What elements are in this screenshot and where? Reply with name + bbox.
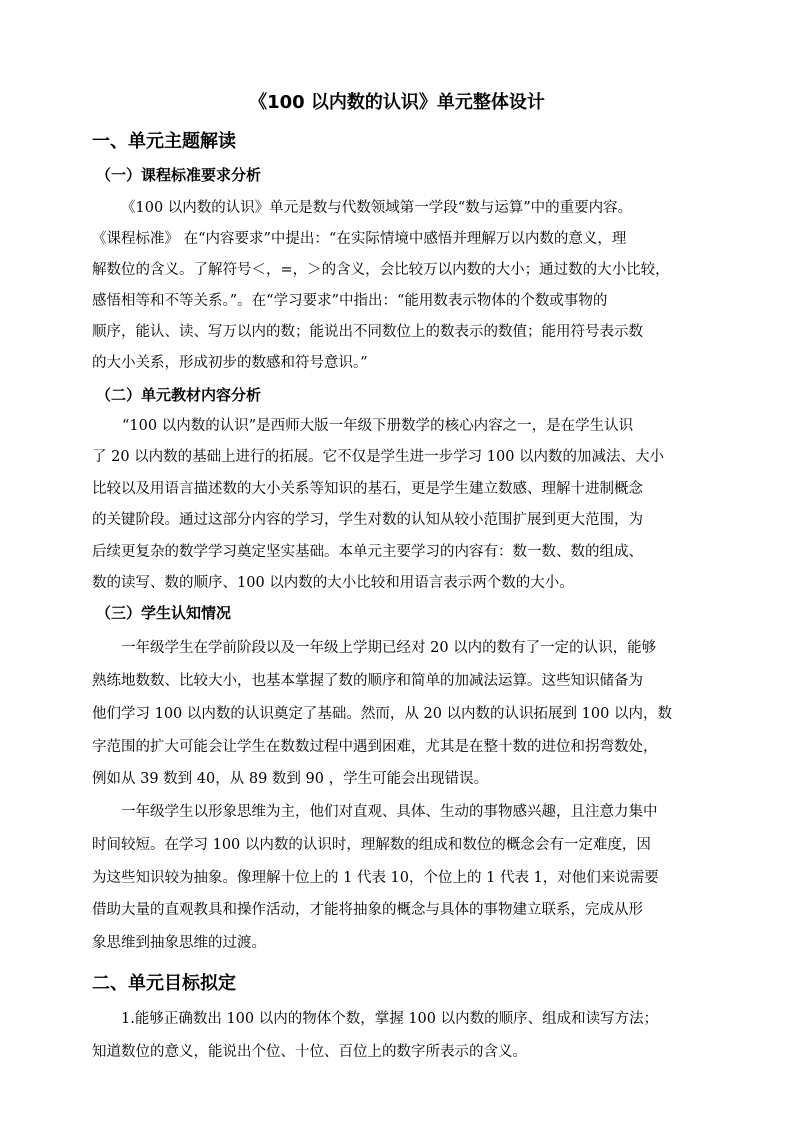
section-heading: 一、单元主题解读 xyxy=(92,131,236,152)
paragraph-line: 的大小关系，形成初步的数感和符号意识。” xyxy=(92,355,368,371)
paragraph-line: 一年级学生以形象思维为主，他们对直观、具体、生动的事物感兴趣，且注意力集中 xyxy=(121,804,658,820)
document-title: 《100 以内数的认识》单元整体设计 xyxy=(249,92,545,113)
paragraph-line: 时间较短。在学习 100 以内数的认识时，理解数的组成和数位的概念会有一定难度，因 xyxy=(92,837,651,853)
subsection-heading: （一）课程标准要求分析 xyxy=(96,166,262,184)
subsection-heading: （二）单元教材内容分析 xyxy=(96,386,262,404)
paragraph-line: 《课程标准》 在“内容要求”中提出：“在实际情境中感悟并理解万以内数的意义，理 xyxy=(92,231,627,247)
paragraph-line: 的关键阶段。通过这部分内容的学习，学生对数的认知从较小范围扩展到更大范围，为 xyxy=(92,512,643,528)
paragraph-line: 了 20 以内数的基础上进行的拓展。它不仅是学生进一步学习 100 以内数的加减法、大小 xyxy=(92,449,665,465)
paragraph-line: 感悟相等和不等关系。”。在“学习要求”中指出：“能用数表示物体的个数或事物的 xyxy=(92,293,608,309)
paragraph-line: 数的读写、数的顺序、100 以内数的大小比较和用语言表示两个数的大小。 xyxy=(92,575,574,591)
paragraph-line: 一年级学生在学前阶段以及一年级上学期已经对 20 以内的数有了一定的认识，能够 xyxy=(121,640,657,656)
paragraph-line: 后续更复杂的数学学习奠定坚实基础。本单元主要学习的内容有：数一数、数的组成、 xyxy=(92,544,643,560)
paragraph-line: 解数位的含义。了解符号＜，=，＞的含义，会比较万以内数的大小；通过数的大小比较， xyxy=(92,262,670,278)
paragraph-line: 字范围的扩大可能会让学生在数数过程中遇到困难，尤其是在整十数的进位和拐弯数处， xyxy=(92,739,658,755)
paragraph-line: 1.能够正确数出 100 以内的物体个数，掌握 100 以内数的顺序、组成和读写方法； xyxy=(121,1011,659,1027)
paragraph-line: 例如从 39 数到 40，从 89 数到 90 ，学生可能会出现错误。 xyxy=(92,771,489,787)
paragraph-line: 比较以及用语言描述数的大小关系等知识的基石，更是学生建立数感、理解十进制概念 xyxy=(92,481,643,497)
paragraph-line: 他们学习 100 以内数的认识奠定了基础。然而，从 20 以内数的认识拓展到 100 以内，数 xyxy=(92,706,672,722)
paragraph-line: 顺序，能认、读、写万以内的数；能说出不同数位上的数表示的数值；能用符号表示数 xyxy=(92,324,643,340)
paragraph-line: 知道数位的意义，能说出个位、十位、百位上的数字所表示的含义。 xyxy=(92,1044,527,1060)
paragraph-line: 借助大量的直观教具和操作活动，才能将抽象的概念与具体的事物建立联系，完成从形 xyxy=(92,902,643,918)
paragraph-line: 象思维到抽象思维的过渡。 xyxy=(92,935,266,951)
paragraph-line: 《100 以内数的认识》单元是数与代数领域第一学段“数与运算”中的重要内容。 xyxy=(121,200,633,216)
paragraph-line: 为这些知识较为抽象。像理解十位上的 1 代表 10，个位上的 1 代表 1，对他们来说需要 xyxy=(92,870,659,886)
paragraph-line: “100 以内数的认识”是西师大版一年级下册数学的核心内容之一，是在学生认识 xyxy=(122,418,634,434)
paragraph-line: 熟练地数数、比较大小，也基本掌握了数的顺序和简单的加减法运算。这些知识储备为 xyxy=(92,673,643,689)
subsection-heading: （三）学生认知情况 xyxy=(96,604,232,622)
section-heading: 二、单元目标拟定 xyxy=(92,973,236,994)
